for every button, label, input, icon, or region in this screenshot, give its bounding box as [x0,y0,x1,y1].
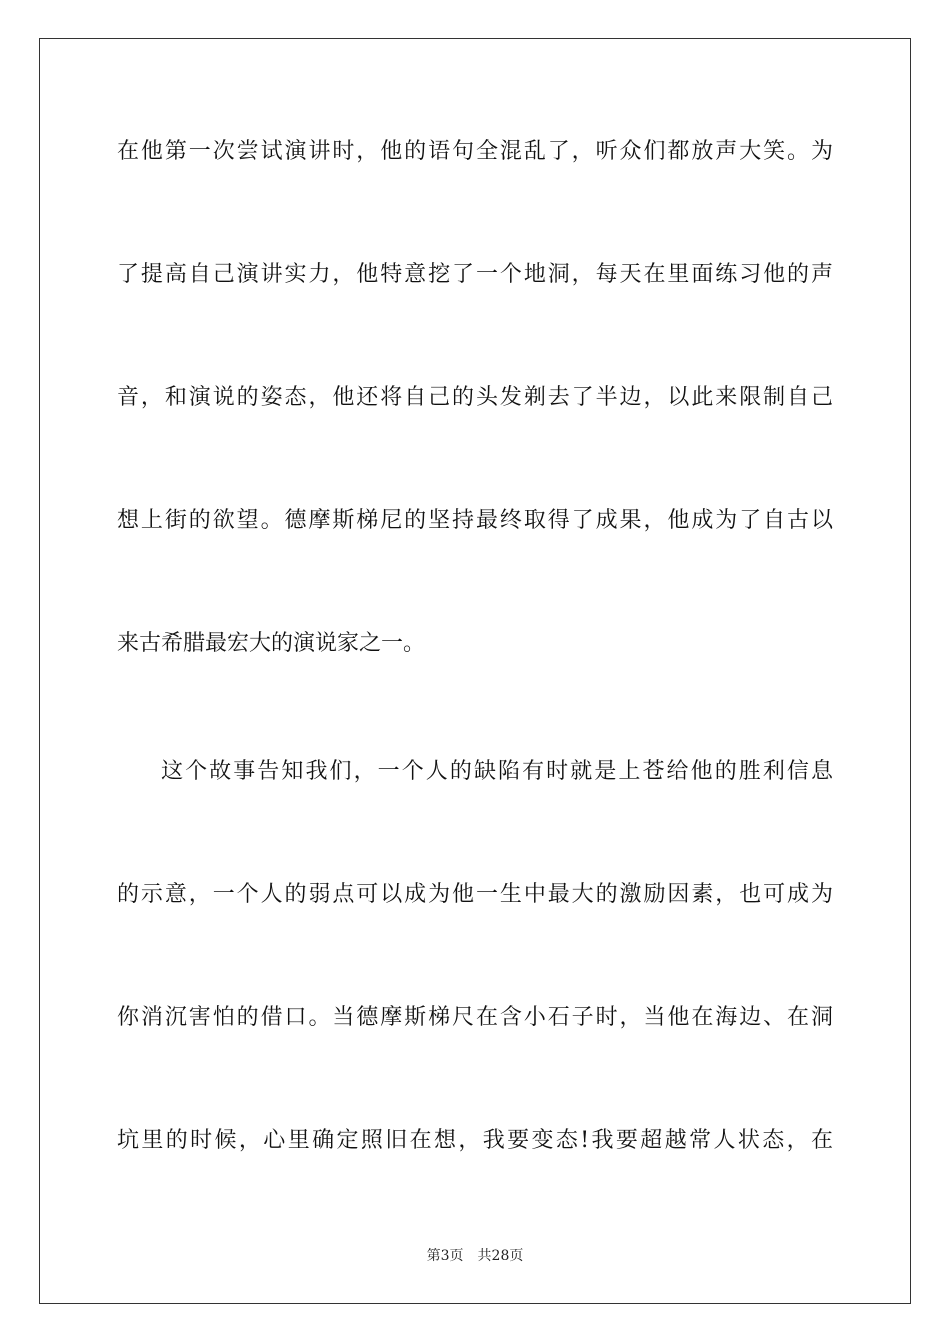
page-number: 第3页 [426,1248,464,1264]
page-border [39,38,911,1304]
paragraph-line: 你消沉害怕的借口。当德摩斯梯尺在含小石子时，当他在海边、在洞 [117,1005,833,1030]
paragraph-line: 的示意，一个人的弱点可以成为他一生中最大的激励因素，也可成为 [117,882,833,907]
paragraph-line: 来古希腊最宏大的演说家之一。 [117,631,426,656]
paragraph-line: 坑里的时候，心里确定照旧在想，我要变态!我要超越常人状态，在 [117,1128,833,1153]
page-total: 共28页 [477,1248,524,1264]
page-footer [0,1246,950,1266]
paragraph-line: 在他第一次尝试演讲时，他的语句全混乱了，听众们都放声大笑。为 [117,139,833,164]
paragraph-line: 这个故事告知我们，一个人的缺陷有时就是上苍给他的胜利信息 [161,759,833,784]
paragraph-line: 音，和演说的姿态，他还将自己的头发剃去了半边，以此来限制自己 [117,385,833,410]
paragraph-line: 了提高自己演讲实力，他特意挖了一个地洞，每天在里面练习他的声 [117,262,833,287]
paragraph-line: 想上街的欲望。德摩斯梯尼的坚持最终取得了成果，他成为了自古以 [117,508,833,533]
